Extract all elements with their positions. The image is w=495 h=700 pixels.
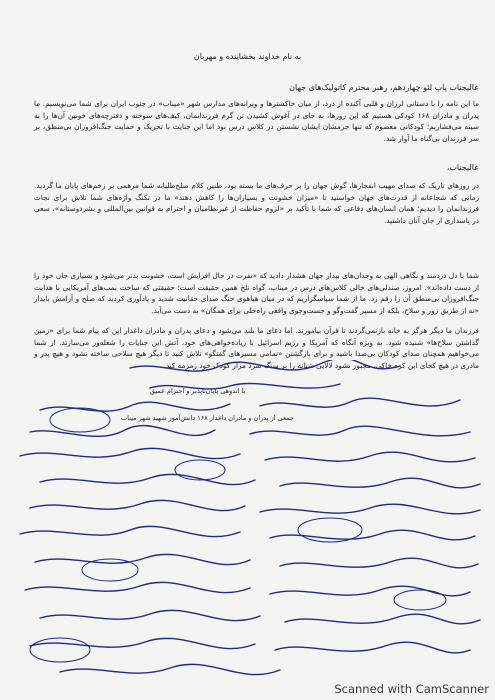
letter-paragraph-1: ما این نامه را با دستانی لرزان و قلبی آکنده از درد، از میان خاکسترها و ویرانه‌های مدارس شهر «میناب» در جنوب ایران برای شما می‌نویسیم. ما پدران و مادران ۱۶۸ کودکی هستیم که این روزها، به جای در آغوش کشیدن تن گرم فرزندانمان، کیف‌های سوخته و دفترچه‌های خونین آن‌ها را به سینه می‌فشاریم؛ کودکانی معصوم که تنها جرمشان ایشان نشستن در کلاس درس بود اما این جنایت با تحریک و حمایت جنگ‌افروزان بی‌منطق، بر سر فرزندان بی‌گناه ما آوار شد. <box>34 99 479 143</box>
letter-paragraph-4: فرزندان ما دیگر هرگز به خانه بازنمی‌گردند تا قرآن بیاموزند. اما دعای ما بلند می‌شود و دعای پدران و مادران داغدار این که پیام شما برای «زمین گذاشتن سلاح‌ها» شنیده شود. به ویژه آنگاه که آمریکا و رژیم اسرائیل با زیاده‌خواهی‌های خود، آتش این جنایات را شعله‌ور می‌سازند. از شما می‌خواهیم همچنان صدای کودکان بی‌صدا باشید و برای بازگشتن «تمامی مسیرهای گفتگو» تلاش کنید تا دیگر هیچ سلاحی ساخته نشود و هیچ پدر و مادری در هیچ کجای این کره خاکی، مجبور نشود لالایی شبانه را بر سنگ سرد مزار کودک خود زمزمه کند. <box>34 326 479 370</box>
letter-greeting: عالیجناب پاپ لئو چهاردهم، رهبر محترم کاتولیک‌های جهان <box>289 83 479 92</box>
letter-closing: با اندوهی پایان‌ناپذیر و احترام عمیق <box>149 387 246 395</box>
letter-salutation: عالیجناب، <box>446 163 479 172</box>
camscanner-watermark: Scanned with CamScanner <box>334 682 489 696</box>
letter-paragraph-3: شما با دل دردمند و نگاهی الهی به وجدان‌های بیدار جهان هشدار دادید که «نفرت در حال افزایش است، خشونت بدتر می‌شود و بسیاری جان خود را از دست داده‌اند». امروز، صندلی‌های خالی کلاس‌های درس در میناب، گواه تلخ همین حقیقت است؛ حقیقتی که ساخت بمب‌های آمریکایی با هدایت جنگ‌افروزان بی‌منطق آن را رقم زد. ما از شما سپاسگزاریم که در میان هیاهوی جنگ صدای حقانیت شدید و یادآوری کردید که صلح و آرامش بایدار «نه از طریق زور و سلاح، بلکه از مسیر گفت‌وگو و جست‌وجوی واقعی راه‌حلی برای همگان» به دست می‌آید. <box>34 271 479 315</box>
handwritten-signatures <box>0 360 495 700</box>
letter-signatories: جمعی از پدران و مادران داغدار ۱۶۸ دانش‌آموز شهید شهر میناب <box>121 414 294 422</box>
letter-basmala: به نام خداوند بخشاینده و مهربان <box>193 52 302 61</box>
letter-paragraph-2: در روزهای تاریک که صدای مهیب انفجارها، گوش جهان را بر حرف‌های ما بسته بود، طنین کلام صلح‌طلبانه شما مرهمی بر زخم‌های پایان ما گردید. زمانی که شجاعانه از قدرت‌های جهان خواستید تا «میزان خشونت و بسیاران‌ها را کاهش دهند» ما در تکنگ واژه‌های شما تلاش برای نجات فرزندانمان را دیدیم؛ همان انسان‌های دفاعی که شما با تأکید بر «لزوم حفاظت از غیرنظامیان و احترام به قوانین بین‌المللی و بشردوستانه»، سعی در پاسداری از جان آنان داشتید. <box>34 181 479 225</box>
